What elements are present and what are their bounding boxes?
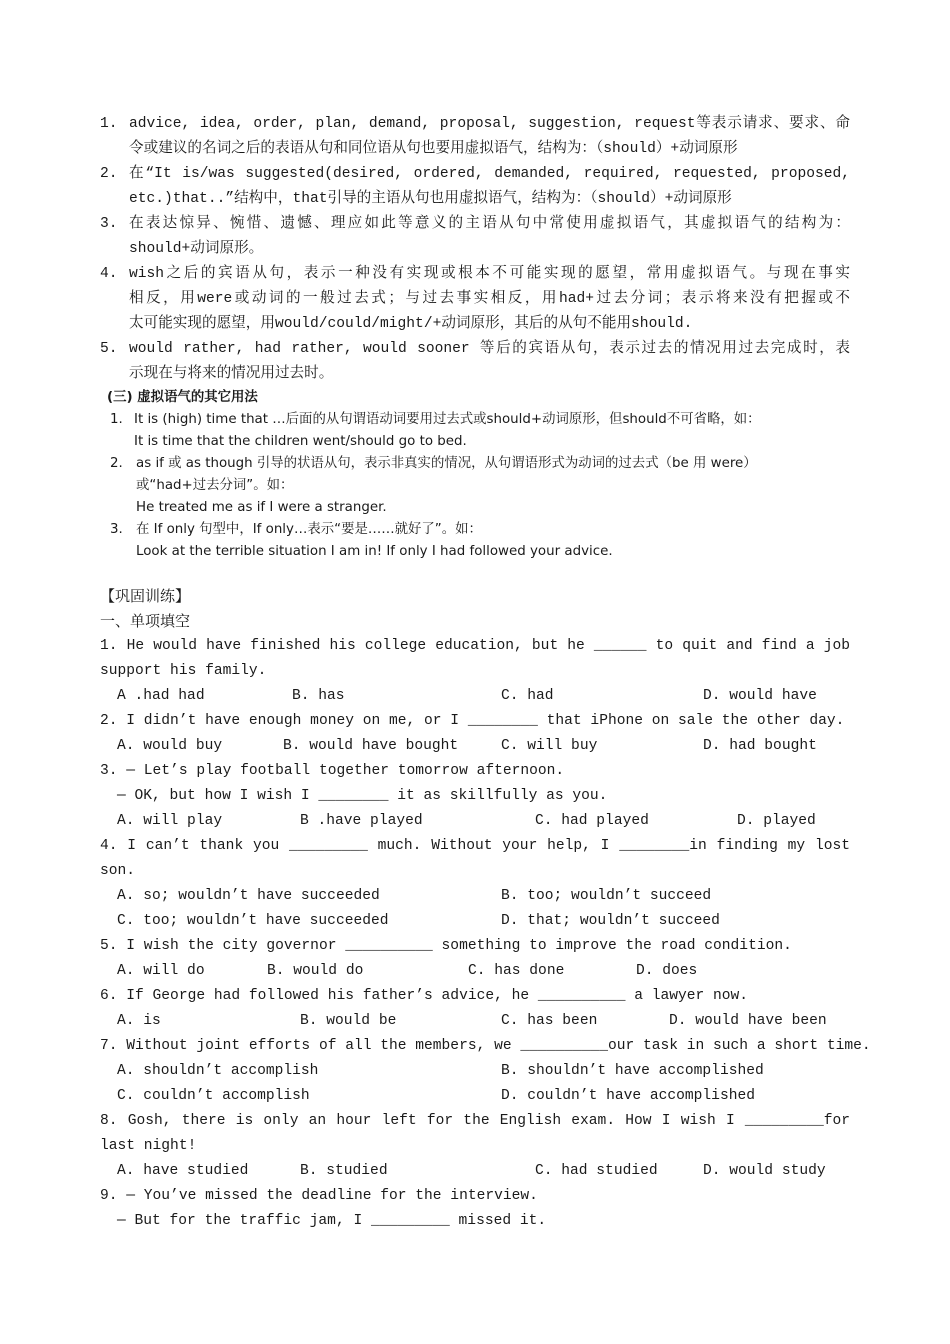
rule-text-line: 示现在与将来的情况用过去时。 [129,366,334,382]
rule-number: 1. [100,116,118,132]
usage-number: 2. [110,456,123,471]
answer-option-b[interactable]: B. would be [300,1013,397,1029]
answer-option-c[interactable]: C. will buy [501,738,598,754]
rule-number: 3. [100,216,118,232]
answer-option-d[interactable]: D. had bought [703,738,817,754]
rule-number: 4. [100,266,118,282]
answer-option-a[interactable]: A. will do [117,963,205,979]
question-text: 7. Without joint efforts of all the members, we __________our task in such a short time. [100,1038,871,1054]
question-text: 5. I wish the city governor __________ something to improve the road condition. [100,938,792,954]
answer-option-c[interactable]: C. had studied [535,1163,658,1179]
answer-option-c[interactable]: C. has done [468,963,565,979]
usage-example: It is time that the children went/should go to bed. [134,434,467,449]
usage-example: Look at the terrible situation I am in! If only I had followed your advice. [136,544,613,559]
question-text: 2. I didn’t have enough money on me, or I ________ that iPhone on sale the other day. [100,713,845,729]
answer-option-b[interactable]: B. too; wouldn’t succeed [501,888,712,904]
answer-option-d[interactable]: D. that; wouldn’t succeed [501,913,720,929]
rule-number: 2. [100,166,118,182]
question-text: 8. Gosh, there is only an hour left for the English exam. How I wish I _________for [100,1113,850,1129]
rule-text-line: 相反，用were或动词的一般过去式；与过去事实相反，用had+过去分词；表示将来没有把握或不 [129,291,850,307]
exercise-title: 【巩固训练】 [100,587,191,605]
question-text: 9. — You’ve missed the deadline for the interview. [100,1188,538,1204]
usage-text: as if 或 as though 引导的状语从句，表示非真实的情况，从句谓语形式为动词的过去式（be 用 were） [136,456,757,471]
answer-option-c[interactable]: C. had [501,688,554,704]
answer-option-a[interactable]: A. shouldn’t accomplish [117,1063,319,1079]
usage-number: 1. [110,412,123,427]
answer-option-d[interactable]: D. would have been [669,1013,827,1029]
question-text: last night! [100,1138,197,1154]
usage-example: He treated me as if I were a stranger. [136,500,387,515]
answer-option-a[interactable]: A. will play [117,813,223,829]
rule-text-line: 太可能实现的愿望，用would/could/might/+动词原形，其后的从句不能用should. [129,316,693,332]
rule-text-line: should+动词原形。 [129,241,264,257]
answer-option-d[interactable]: D. does [636,963,698,979]
usage-text: It is (high) time that …后面的从句谓语动词要用过去式或should+动词原形，但should不可省略，如： [134,412,761,427]
answer-option-d[interactable]: D. would have [703,688,817,704]
rule-text-line: 在“It is/was suggested(desired, ordered, demanded, required, requested, proposed, [129,166,850,182]
answer-option-b[interactable]: B. shouldn’t have accomplished [501,1063,764,1079]
answer-option-a[interactable]: A. is [117,1013,161,1029]
usage-text: 在 If only 句型中，If only…表示“要是……就好了”。如： [136,522,482,537]
answer-option-b[interactable]: B .have played [300,813,423,829]
answer-option-b[interactable]: B. has [292,688,345,704]
question-text: 3. — Let’s play football together tomorrow afternoon. [100,763,565,779]
answer-option-c[interactable]: C. couldn’t accomplish [117,1088,310,1104]
answer-option-d[interactable]: D. couldn’t have accomplished [501,1088,755,1104]
rule-text-line: etc.)that..”结构中，that引导的主语从句也用虚拟语气，结构为：（should）+动词原形 [129,191,732,207]
answer-option-c[interactable]: C. has been [501,1013,598,1029]
rule-text-line: wish之后的宾语从句，表示一种没有实现或根本不可能实现的愿望，常用虚拟语气。与现在事实 [129,266,850,282]
usage-text: 或“had+过去分词”。如： [136,478,294,493]
answer-option-b[interactable]: B. would have bought [283,738,459,754]
usage-number: 3. [110,522,123,537]
question-text: — OK, but how I wish I ________ it as skillfully as you. [117,788,608,804]
rule-text-line: would rather, had rather, would sooner 等后的宾语从句，表示过去的情况用过去完成时，表 [129,341,850,357]
answer-option-b[interactable]: B. would do [267,963,364,979]
section-heading: (三) 虚拟语气的其它用法 [107,390,258,405]
rule-number: 5. [100,341,118,357]
rule-text-line: advice, idea, order, plan, demand, proposal, suggestion, request等表示请求、要求、命 [129,116,850,132]
question-text: son. [100,863,136,879]
question-text: — But for the traffic jam, I _________ missed it. [117,1213,547,1229]
answer-option-d[interactable]: D. played [737,813,816,829]
answer-option-c[interactable]: C. too; wouldn’t have succeeded [117,913,389,929]
answer-option-a[interactable]: A .had had [117,688,205,704]
answer-option-a[interactable]: A. so; wouldn’t have succeeded [117,888,380,904]
answer-option-b[interactable]: B. studied [300,1163,388,1179]
question-text: support his family. [100,663,267,679]
rule-text-line: 令或建议的名词之后的表语从句和同位语从句也要用虚拟语气，结构为：（should）+动词原形 [129,141,738,157]
exercise-section-title: 一、单项填空 [100,612,191,630]
answer-option-d[interactable]: D. would study [703,1163,826,1179]
question-text: 1. He would have finished his college education, but he ______ to quit and find a job [100,638,850,654]
answer-option-c[interactable]: C. had played [535,813,649,829]
question-text: 4. I can’t thank you _________ much. Without your help, I ________in finding my lost [100,838,850,854]
rule-text-line: 在表达惊异、惋惜、遗憾、理应如此等意义的主语从句中常使用虚拟语气，其虚拟语气的结构为： [129,216,850,232]
answer-option-a[interactable]: A. would buy [117,738,223,754]
question-text: 6. If George had followed his father’s advice, he __________ a lawyer now. [100,988,749,1004]
answer-option-a[interactable]: A. have studied [117,1163,249,1179]
